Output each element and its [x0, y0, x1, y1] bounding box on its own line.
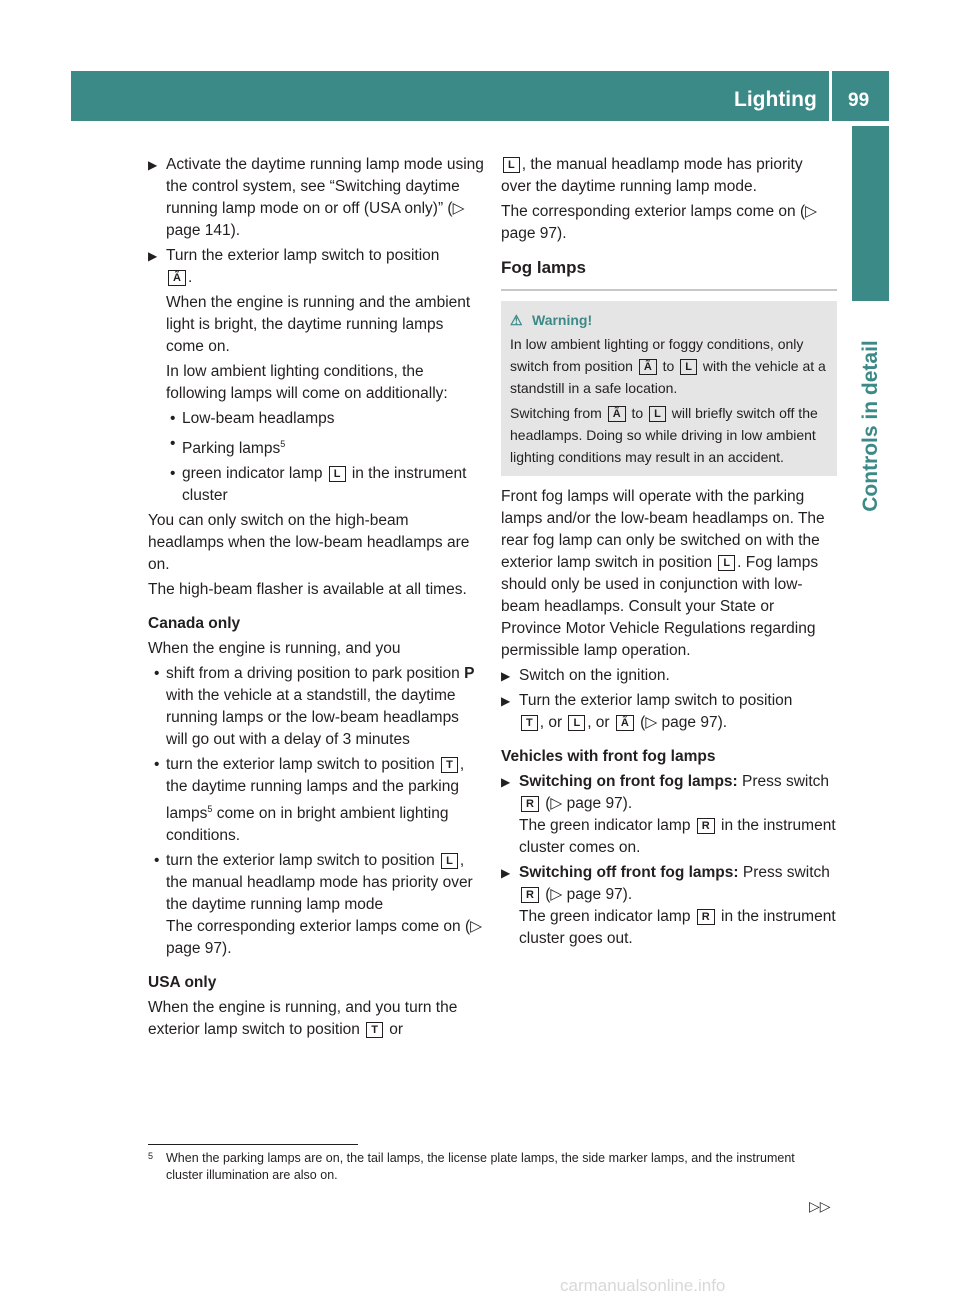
paragraph: You can only switch on the high-beam headlamps when the low-beam headlamps are on.	[148, 512, 470, 574]
subheading-canada: Canada only	[148, 615, 241, 633]
low-beam-icon: L	[441, 853, 458, 869]
parking-light-icon: T	[521, 715, 538, 731]
auto-light-icon: Ã	[608, 406, 626, 422]
step-fog-off: ▶ Switching off front fog lamps: Press switch R (▷ page 97). The green indicator lamp R in the instrument cluster goes out.	[501, 864, 836, 947]
paragraph: When the engine is running, and you turn the exterior lamp switch to position T or	[148, 999, 458, 1039]
step-arrow-icon: ▶	[501, 669, 511, 683]
step-arrow-icon: ▶	[501, 694, 511, 708]
watermark: carmanualsonline.info	[560, 1276, 726, 1295]
list-item: • shift from a driving position to park position P with the vehicle at a standstill, the daytime running lamps or the low-beam headlamps will go out with a delay of 3 minutes	[154, 665, 475, 749]
warning-icon: ⚠	[510, 312, 523, 328]
step-turn-switch: ▶ Turn the exterior lamp switch to position Ã .	[148, 247, 440, 286]
list-item: • green indicator lamp L in the instrument cluster	[170, 465, 467, 505]
fog-lamp-icon: R	[521, 887, 539, 903]
fog-lamp-icon: R	[697, 909, 715, 925]
paragraph: In low ambient lighting conditions, the following lamps will come on additionally:	[166, 363, 448, 402]
low-beam-icon: L	[649, 406, 666, 422]
step-arrow-icon: ▶	[148, 158, 158, 172]
low-beam-icon: L	[718, 555, 735, 571]
subheading-usa: USA only	[148, 974, 217, 992]
low-beam-icon: L	[568, 715, 585, 731]
side-tab	[852, 126, 889, 301]
left-column	[148, 154, 484, 1044]
step-activate: ▶ Activate the daytime running lamp mode using the control system, see “Switching daytime running lamp mode on or off (USA only)” (▷ page 141).	[148, 156, 484, 239]
auto-light-icon: Ã	[639, 359, 657, 375]
paragraph: When the engine is running and the ambient light is bright, the daytime running lamps come on.	[166, 294, 471, 355]
header-divider	[829, 71, 832, 121]
step-arrow-icon: ▶	[501, 866, 511, 880]
list-item: • turn the exterior lamp switch to position L , the manual headlamp mode has priority over the daytime running lamp mode The corresponding exterior lamps come on (▷ page 97).	[154, 852, 483, 958]
step-fog-on: ▶ Switching on front fog lamps: Press switch R (▷ page 97). The green indicator lamp R in the instrument cluster comes on.	[501, 773, 836, 856]
warning-text: In low ambient lighting or foggy conditions, only switch from position Ã to L with the vehicle at a standstill in a safe location.	[510, 336, 826, 396]
fog-lamp-icon: R	[521, 796, 539, 812]
subheading-front-fog: Vehicles with front fog lamps	[501, 748, 716, 765]
auto-light-icon: Ã	[616, 715, 634, 731]
paragraph: The high-beam flasher is available at all times.	[148, 581, 467, 599]
paragraph: L , the manual headlamp mode has priority over the daytime running lamp mode.	[501, 156, 803, 195]
chapter-title: Lighting	[734, 88, 817, 111]
warning-text: Switching from Ã to L will briefly switch off the headlamps. Doing so while driving in low ambient lighting conditions may result in an accident.	[510, 405, 818, 465]
paragraph: When the engine is running, and you	[148, 640, 401, 658]
step-arrow-icon: ▶	[501, 775, 511, 789]
paragraph: Front fog lamps will operate with the parking lamps and/or the low-beam headlamps on. The rear fog lamp can only be switched on with the exterior lamp switch in position L . Fog lamps should only be used in conjunction with low-beam headlamps. Consult your State or Province Motor Vehicle Regulations regarding permissible lamp operation.	[501, 488, 825, 659]
footnote: 5 When the parking lamps are on, the tail lamps, the license plate lamps, the side marker lamps, and the instrument cluster illumination are also on.	[148, 1151, 795, 1182]
footnote-divider	[148, 1144, 358, 1145]
step-ignition: ▶ Switch on the ignition.	[501, 665, 837, 687]
low-beam-icon: L	[503, 157, 520, 173]
parking-light-icon: T	[441, 757, 458, 773]
auto-light-icon: Ã	[168, 270, 186, 286]
parking-light-icon: T	[366, 1022, 383, 1038]
step-turn-switch: ▶ Turn the exterior lamp switch to position T , or L , or Ã (▷ page 97).	[501, 692, 793, 731]
right-column	[501, 154, 837, 953]
low-beam-icon: L	[680, 359, 697, 375]
warning-box: ⚠ Warning! In low ambient lighting or foggy conditions, only switch from position Ã to L with the vehicle at a standstill in a safe location. Switching from Ã to L will briefly switch off the headlamps. Doing so while driving in low ambient lighting conditions may result in an accident.	[501, 301, 837, 476]
step-arrow-icon: ▶	[148, 249, 158, 263]
continued-arrow-icon: ▷▷	[809, 1198, 831, 1214]
low-beam-icon: L	[329, 466, 346, 482]
section-heading-fog-lamps: Fog lamps	[501, 257, 837, 291]
side-section-label: Controls in detail	[858, 340, 882, 512]
list-item: • Low-beam headlamps	[170, 410, 335, 427]
fog-lamp-icon: R	[697, 818, 715, 834]
list-item: • turn the exterior lamp switch to position T , the daytime running lamps and the parking lamps$^5$ come on in bright ambient lighting conditions.	[154, 756, 465, 845]
paragraph: The corresponding exterior lamps come on (▷ page 97).	[501, 203, 818, 242]
page-number: 99	[848, 90, 870, 111]
list-item: • Parking lamps$^5$	[170, 435, 286, 458]
